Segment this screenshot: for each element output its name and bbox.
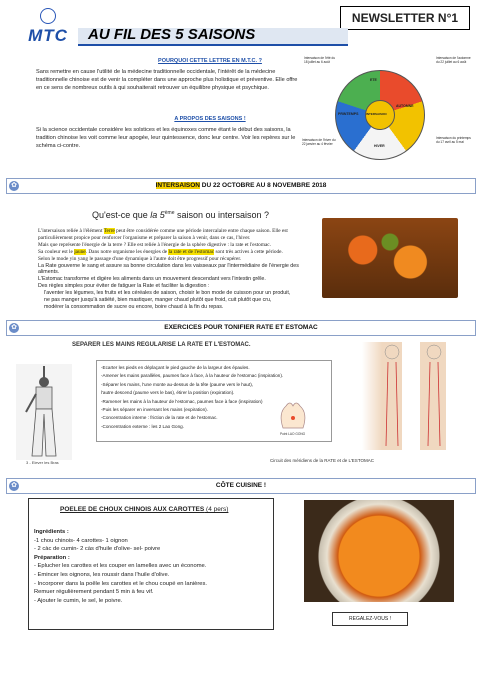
- flower-icon: ✿: [9, 181, 19, 191]
- intro-heading: POURQUOI CETTE LETTRE EN M.T.C. ?: [158, 58, 262, 64]
- exercise-title: SEPARER LES MAINS REGULARISE LA RATE ET L'ESTOMAC.: [72, 342, 251, 348]
- prep-step: - Incorporer dans la poêle les carottes et le chou coupé en lanières.: [34, 580, 208, 587]
- figure-caption: 3 - Elever les Bras: [26, 460, 59, 465]
- ingredient-line: -1 chou chinois- 4 carottes- 1 oignon: [34, 537, 128, 544]
- dish-image: [304, 500, 454, 602]
- segment-hiver: HIVER: [374, 144, 385, 148]
- step: -Concentration externe : les 2 Lao Gong.: [101, 423, 184, 429]
- section-intersaison: [6, 178, 476, 194]
- step: -Concentration interne : friction de la rate et de l'estomac.: [101, 415, 218, 421]
- prep-step: - Emincer les oignons, les roussir dans l'huile d'olive.: [34, 571, 170, 578]
- prep-step: - Eplucher les carottes et les couper en lamelles avec un économe.: [34, 563, 207, 570]
- seasons-heading: A PROPOS DES SAISONS !: [174, 116, 246, 122]
- recipe-body: [34, 528, 270, 605]
- ingredients-label: Ingrédients :: [34, 529, 69, 535]
- step: -Ecarter les pieds en déplaçant le pied gauche de la largeur des épaules.: [101, 365, 250, 370]
- seal-icon: [40, 8, 56, 24]
- person-stretch-icon: [16, 364, 72, 460]
- step: l'autre descend (paume vers le bas), étirer la position (expiration).: [101, 390, 235, 396]
- prep-step: - Ajouter le cumin, le sel, le poivre.: [34, 597, 123, 604]
- intersaison-question: Qu'est-ce que la 5ème saison ou intersaison ?: [92, 210, 270, 220]
- intro-paragraph: Sans remettre en cause l'utilité de la médecine traditionnelle occidentale, l'intérêt de la médecine traditionnelle chinoise est de venir la compléter dans une approche plus holistique et préventive. Elle offre en ce sens de nombreux outils à qui souhaiterait retrouver un équilibre physique et psychique.: [36, 69, 298, 91]
- flower-icon: ✿: [9, 323, 19, 333]
- intersaison-text: L'intersaison reliée à l'élément Terre peut être considérée comme une période intercalaire entre chaque saison. Elle est particulièrement propice pour renforcer l'organisme et préparer la saison à venir, dans ce cas, l'hiver. Mais que représente l'énergie de la terre ? Elle est reliée à l'énergie de la sphère digestive : la rate et l'estomac. Sa couleur est le jaune. Dans notre organisme les énergies de la rate et de l'estomac sont très actives à cette période. Selon le mode yin yang le passage d'une dynamique à l'autre doit être progressif pour récupérer. La Rate gouverne le sang et assure sa bonne circulation dans les vaisseaux par l'intermédiaire de l'énergie des aliments. L'Estomac transforme et digère les aliments dans un mouvement descendant vers l'intestin grêle. Des règles simples pour éviter de fatiguer la Rate et faciliter la digestion : l'aventer les légumes, les fruits et les céréales de saison, choisir le bon mode de cuisson pour un produit, ne pas manger jusqu'à satiété, bien mastiquer, manger chaud plutôt que froid, cuit plutôt que cru, modérer la consommation de sucre ou encore, boire chaud à la fin du repas.: [38, 228, 299, 310]
- prep-step: Remuer régulièrement pendant 5 min à feu vif.: [34, 589, 154, 596]
- harvest-image: [322, 218, 458, 298]
- hand-icon: [268, 398, 318, 430]
- logo-text: MTC: [28, 26, 68, 45]
- intersaison-dates: DU 22 OCTOBRE AU 8 NOVEMBRE 2018: [199, 182, 327, 189]
- recipe-title: POELEE DE CHOUX CHINOIS AUX CAROTTES (4 pers): [60, 506, 229, 513]
- step: -Amener les mains parallèles, paumes face à face, à la hauteur de l'estomac (inspiration).: [101, 373, 284, 379]
- step: -Ramener les mains à la hauteur de l'estomac, paumes face à face (inspiration): [101, 398, 263, 404]
- step: -Puis les séparer en inversant les mains (expiration).: [101, 407, 208, 413]
- step: -Séparer les mains, l'une monte au-dessus de la tête (paume vers le haut),: [101, 381, 254, 387]
- page-title: AU FIL DES 5 SAISONS: [88, 26, 256, 43]
- meridian-figure: [362, 342, 466, 450]
- note-top-left: Intersaison de l'été du 18 juillet au 6 août: [304, 56, 336, 64]
- hand-figure: [268, 398, 318, 436]
- ingredient-line: - 2 càc de cumin- 2 càs d'huile d'olive- sel- poivre: [34, 546, 161, 553]
- point-label: Point LAO GONG: [280, 432, 306, 436]
- segment-center-label: INTERSAISON: [366, 112, 387, 116]
- segment-automne: AUTOMNE: [396, 104, 414, 108]
- meridian-body-icon: [362, 342, 466, 450]
- mtc-logo: [22, 8, 74, 52]
- exercise-figure: [16, 364, 72, 460]
- note-top-right: Intersaison de l'automne du 22 juillet au 6 août: [436, 56, 471, 64]
- seasons-paragraph: Si la science occidentale considère les solstices et les équinoxes comme étant le début des saisons, la tradition chinoise les voit comme leur apogée, leur quintessence, donc leur centre. Voir les repères sur le schéma ci-contre.: [36, 127, 296, 149]
- note-bottom-right: Intersaison du printemps du 17 avril au 5 mai: [436, 136, 471, 144]
- segment-printemps: PRINTEMPS: [338, 112, 359, 116]
- note-bottom-left: Intersaison de l'hiver du 22 janvier au 4 février: [302, 138, 336, 146]
- flower-icon: ✿: [9, 481, 19, 491]
- section-exercises: ✿ EXERCICES POUR TONIFIER RATE ET ESTOMAC: [6, 320, 476, 336]
- regalez-label: REGALEZ-VOUS !: [332, 612, 408, 626]
- meridian-caption: Circuit des méridiens de la RATE et de L'ESTOMAC: [270, 458, 374, 463]
- section-cuisine: ✿ CÔTE CUISINE !: [6, 478, 476, 494]
- newsletter-number: NEWSLETTER N°1: [340, 6, 470, 30]
- prep-label: Préparation :: [34, 554, 70, 561]
- segment-ete: ETE: [370, 78, 377, 82]
- intersaison-highlight: INTERSAISON: [155, 182, 200, 189]
